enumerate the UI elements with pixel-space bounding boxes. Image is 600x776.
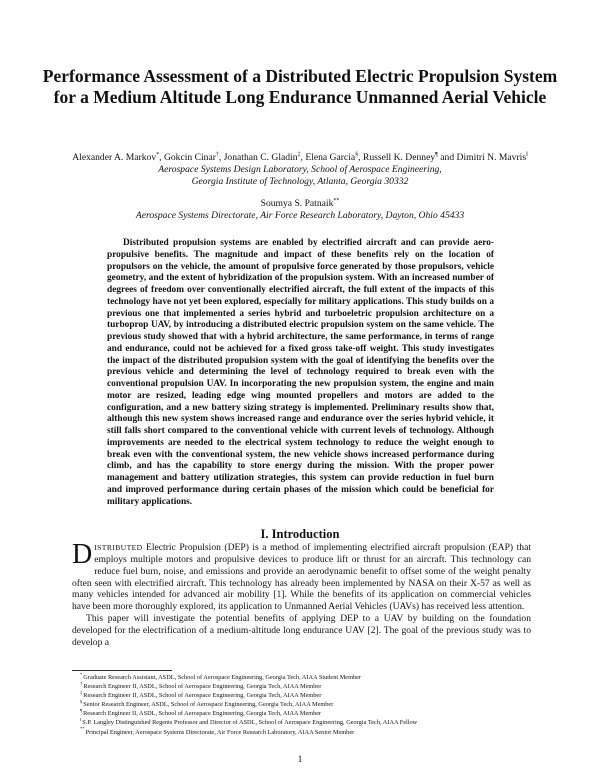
- footnote-mark: †: [80, 681, 83, 686]
- footnote: [80, 718, 550, 727]
- affiliation-line: Georgia Institute of Technology, Atlanta, Georgia 30332: [191, 176, 409, 187]
- author-mark: ‡: [297, 151, 301, 158]
- footnote-rule: [72, 670, 172, 671]
- introduction-body: [72, 539, 531, 649]
- footnote: [80, 700, 550, 709]
- drop-cap: D: [72, 539, 93, 570]
- footnote-text: Senior Research Engineer, ASDL, School of Aerospace Engineering, Georgia Tech, AIAA Member: [83, 701, 334, 709]
- paper-title: Performance Assessment of a Distributed Electric Propulsion System for a Medium Altitude Long Endurance Unmanned Aerial Vehicle: [42, 66, 558, 107]
- footnote-text: Graduate Research Assistant, ASDL, School of Aerospace Engineering, Georgia Tech, AIAA Student Member: [83, 674, 362, 681]
- footnote-mark: *: [80, 671, 83, 677]
- footnote: [80, 691, 550, 700]
- intro-paragraph: This paper will investigate the potential benefits of applying DEP to a UAV by building on the foundation developed for the electrification of a medium-altitude long endurance UAV [2]. The goal of the previous study was to develop a: [72, 613, 531, 648]
- author-separator: and: [437, 152, 457, 163]
- author-list: [30, 152, 570, 164]
- author-separator: ,: [300, 152, 306, 163]
- footnote-text: Principal Engineer, Aerospace Systems Directorate, Air Force Research Laboratory, AIAA Senior Member: [85, 728, 355, 736]
- author-mark: †: [215, 151, 219, 158]
- footnote-text: Research Engineer II, ASDL, School of Aerospace Engineering, Georgia Tech, AIAA Member: [83, 710, 322, 718]
- footnote-text: Research Engineer II, ASDL, School of Aerospace Engineering, Georgia Tech, AIAA Member: [83, 683, 322, 691]
- author-name: Jonathan C. Gladin: [223, 152, 298, 163]
- author-mark: ‖: [526, 151, 528, 158]
- second-author: [30, 198, 570, 210]
- author-separator: ,: [358, 152, 363, 163]
- footnote: [80, 709, 550, 718]
- author-name: Russell K. Denney: [362, 152, 436, 163]
- author-separator: ,: [159, 152, 164, 163]
- page-number: 1: [297, 754, 303, 765]
- intro-smallcaps: ISTRIBUTED: [94, 543, 143, 552]
- footnote-mark: ‡: [80, 690, 83, 696]
- section-heading: I. Introduction: [260, 527, 340, 541]
- footnote-text: S.P. Langley Distinguished Regents Professor and Director of ASDL, School of Aerospace Engineering, Georgia Tech, AIAA Fellow: [82, 719, 418, 727]
- footnote-text: Research Engineer II, ASDL, School of Aerospace Engineering, Georgia Tech, AIAA Member: [83, 692, 322, 700]
- abstract: Distributed propulsion systems are enabled by electrified aircraft and can provide aero-propulsive benefits. The magnitude and impact of these benefits rely on the location of propulsors on the vehicle, the amount of propulsive force generated by those propulsors, vehicle geometry, and the extent of hybridization of the propulsion system. With an increased number of degrees of freedom over conventionally electrified aircraft, the full extent of the impacts of this technology have not yet been explored, especially for military applications. This study builds on a previous one that implemented a series hybrid and turboeletric propulsion architecture on a turboprop UAV, by introducing a distributed electric propulsion system on the same vehicle. The previous study showed that with a hybrid architecture, the same performance, in terms of range and endurance, could not be achieved for a fixed gross take-off weight. This study investigates the impact of the distributed propulsion system with the goal of identifying the benefits over the previous vehicle and determining the level of technology required to break even with the conventional propulsion UAV. In incorporating the new propulsion system, the engine and main motor are resized, leading edge wing mounted propellers and motors are added to the configuration, and a new battery sizing strategy is implemented. Preliminary results show that, although this new system shows increased range and endurance over the series hybrid vehicle, it still falls short compared to the conventional vehicle with current levels of technology. Although improvements are needed to the electrical system technology to reduce the weight enough to break even with the conventional system, the new vehicle shows increased performance during climb, and has the capability to store energy during the mission. With the proper power management and battery utilization strategies, this system can provide reduction in fuel burn and improved performance during certain phases of the mission which could be beneficial for military applications.: [107, 238, 494, 507]
- footnote-mark: ¶: [80, 708, 83, 714]
- footnote: [80, 728, 550, 737]
- author-separator: ,: [218, 152, 224, 163]
- footnote: [80, 682, 550, 691]
- author-mark: §: [355, 151, 359, 158]
- intro-paragraph: [72, 539, 531, 613]
- footnotes: [80, 673, 550, 737]
- author-mark: *: [156, 151, 160, 158]
- author-name: Soumya S. Patnaik: [260, 198, 334, 209]
- author-mark: ¶: [435, 151, 438, 158]
- footnote-mark: **: [80, 726, 85, 732]
- intro-text: Electric Propulsion (DEP) is a method of implementing electrified aircraft propulsion (EAP) that employs multiple motors and propulsive devices to produce lift or thrust for an aircraft. This technology can reduce fuel burn, noise, and emissions and provide an aerodynamic benefit to offset some of the weight penalty often seen with electrified aircraft. This technology has already been implemented by NASA on their X-57 as well as many vehicles intended for advanced air mobility [1]. While the benefits of its application on commercial vehicles have been more thoroughly explored, its application to Unmanned Aerial Vehicles (UAVs) has received less attention.: [72, 542, 531, 613]
- author-mark: **: [333, 197, 340, 204]
- author-name: Alexander A. Markov: [72, 152, 157, 163]
- footnote-mark: §: [80, 699, 83, 705]
- affiliation-line: Aerospace Systems Directorate, Air Force Research Laboratory, Dayton, Ohio 45433: [135, 210, 465, 221]
- author-name: Gokcin Cinar: [163, 152, 216, 163]
- footnote-mark: ‖: [80, 717, 82, 723]
- author-name: Elena Garcia: [305, 152, 356, 163]
- footnote: [80, 673, 550, 682]
- author-name: Dimitri N. Mavris: [456, 152, 527, 163]
- affiliation-line: Aerospace Systems Design Laboratory, School of Aerospace Engineering,: [158, 164, 442, 175]
